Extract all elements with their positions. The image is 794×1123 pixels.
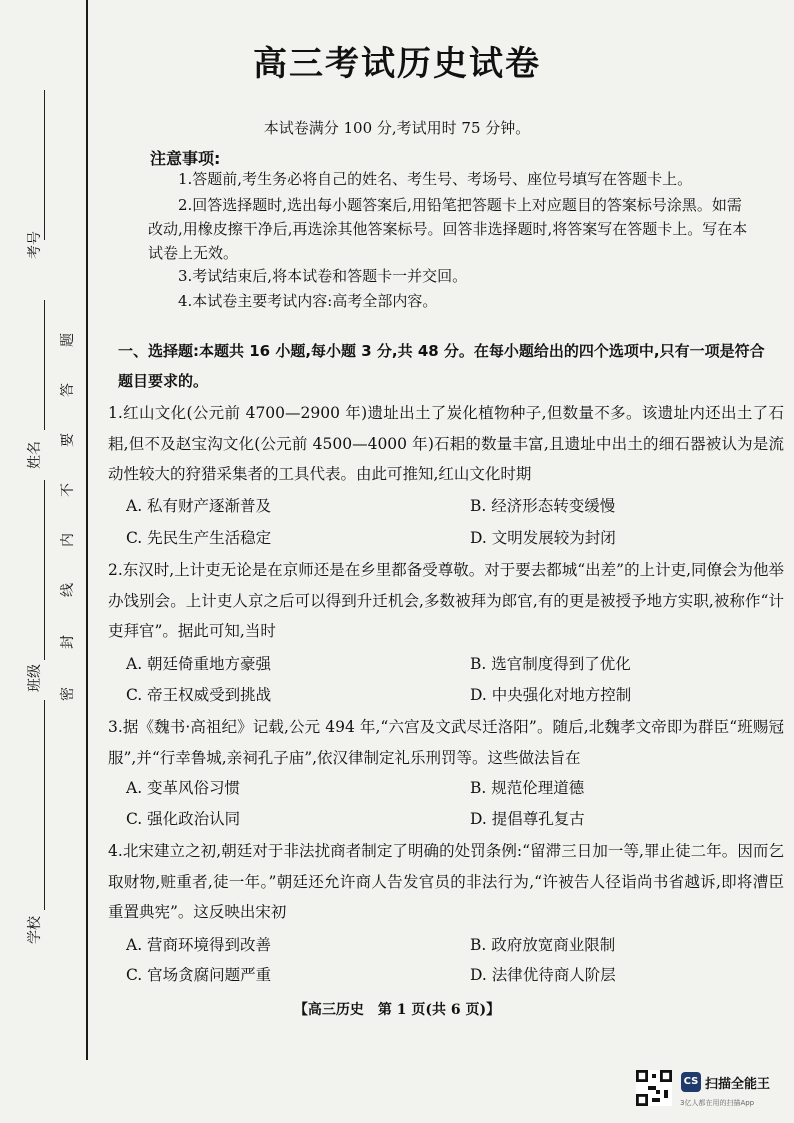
exam-info: 本试卷满分 100 分,考试用时 75 分钟。 <box>263 119 531 137</box>
question-option: A. 私有财产逐渐普及 <box>126 497 272 515</box>
question-option: C. 强化政治认同 <box>126 810 241 828</box>
seal-char: 要 <box>60 433 76 447</box>
question-option: A. 朝廷倚重地方豪强 <box>126 655 272 673</box>
question-option: D. 文明发展较为封闭 <box>470 529 616 547</box>
class-label: 班级 <box>27 664 43 692</box>
question-option: C. 帝王权威受到挑战 <box>126 686 272 704</box>
question-stem: 1.红山文化(公元前 4700—2900 年)遗址出土了炭化植物种子,但数量不多。该遗址内还出土了石耜,但不及赵宝沟文化(公元前 4500—4000 年)石耜的数量丰富,且遗址中出土的细石器被认为是流动性较大的狩猎采集者的工具代表。由此可推知,红山文化时期 <box>108 404 784 483</box>
camscanner-name: 扫描全能王 <box>705 1077 771 1092</box>
seal-char: 内 <box>60 533 76 547</box>
notice-item: 3.考试结束后,将本试卷和答题卡一并交回。 <box>178 267 468 285</box>
question-option: D. 法律优待商人阶层 <box>470 966 616 984</box>
seal-char: 线 <box>60 583 76 597</box>
question-stem: 4.北宋建立之初,朝廷对于非法扰商者制定了明确的处罚条例:“留滞三日加一等,罪止徒二年。因而乞取财物,赃重者,徒一年。”朝廷还允许商人告发官员的非法行为,“许被告人径诣尚书省越诉,即将漕臣重置典宪”。这反映出宋初 <box>108 842 784 921</box>
question-option: B. 选官制度得到了优化 <box>470 655 631 673</box>
question-option: B. 规范伦理道德 <box>470 779 585 797</box>
question-option: A. 变革风俗习惯 <box>126 779 241 797</box>
seal-char: 封 <box>60 635 76 649</box>
question-option: D. 提倡尊孔复古 <box>470 810 585 828</box>
question-stem: 3.据《魏书·高祖纪》记载,公元 494 年,“六宫及文武尽迁洛阳”。随后,北魏孝文帝即为群臣“班赐冠服”,并“行幸鲁城,亲祠孔子庙”,依汉律制定礼乐刑罚等。这些做法旨在 <box>108 718 784 767</box>
qr-code-icon <box>636 1070 672 1106</box>
notice-item: 2.回答选择题时,选出每小题答案后,用铅笔把答题卡上对应题目的答案标号涂黑。如需改动,用橡皮擦干净后,再选涂其他答案标号。回答非选择题时,将答案写在答题卡上。写在本试卷上无效。 <box>148 196 748 262</box>
question-stem: 2.东汉时,上计吏无论是在京师还是在乡里都备受尊敬。对于要去都城“出差”的上计吏,同僚会为他举办饯别会。上计吏人京之后可以得到升迁机会,多数被拜为郎官,有的更是被授予地方实职,被称作“计吏拜官”。据此可知,当时 <box>108 561 784 640</box>
notice-heading: 注意事项: <box>150 149 221 168</box>
page-footer: 【高三历史 第 1 页(共 6 页)】 <box>293 1002 501 1018</box>
question-option: D. 中央强化对地方控制 <box>470 686 632 704</box>
seal-char: 题 <box>60 333 76 347</box>
question-option: C. 先民生产生活稳定 <box>126 529 272 547</box>
question-option: B. 政府放宽商业限制 <box>470 936 616 954</box>
page-title: 高三考试历史试卷 <box>253 44 541 84</box>
seal-char: 不 <box>60 483 76 497</box>
binding-underline <box>44 300 45 430</box>
notice-item: 1.答题前,考生务必将自己的姓名、考生号、考场号、座位号填写在答题卡上。 <box>178 170 693 188</box>
binding-underline <box>44 480 45 660</box>
seal-char: 密 <box>60 687 76 701</box>
seal-char: 答 <box>60 383 76 397</box>
candidate-number-label: 考号 <box>27 231 43 259</box>
name-label: 姓名 <box>27 441 43 469</box>
binding-underline <box>44 90 45 240</box>
binding-border-line <box>86 0 88 1060</box>
question-option: A. 营商环境得到改善 <box>126 936 272 954</box>
question-option: C. 官场贪腐问题严重 <box>126 966 272 984</box>
section-heading: 一、选择题:本题共 16 小题,每小题 3 分,共 48 分。在每小题给出的四个选项中,只有一项是符合题目要求的。 <box>118 342 765 390</box>
camscanner-logo: CS <box>681 1072 701 1092</box>
question-option: B. 经济形态转变缓慢 <box>470 497 616 515</box>
notice-item: 4.本试卷主要考试内容:高考全部内容。 <box>178 292 438 310</box>
camscanner-slogan: 3亿人都在用的扫描App <box>680 1099 755 1107</box>
binding-underline <box>44 700 45 910</box>
school-label: 学校 <box>27 916 43 944</box>
